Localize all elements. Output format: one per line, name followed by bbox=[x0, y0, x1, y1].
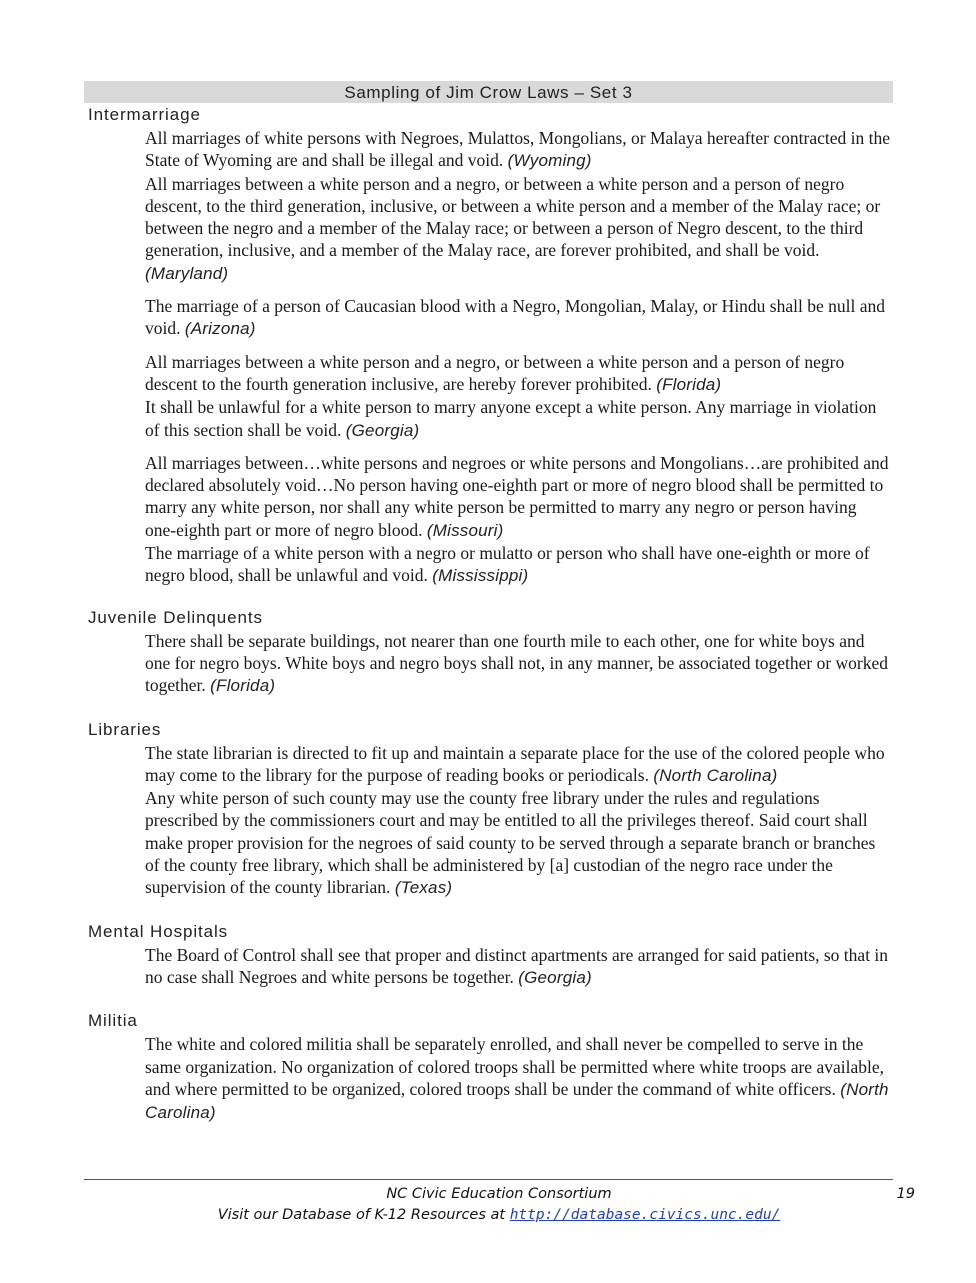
law-paragraph bbox=[145, 351, 890, 397]
law-text: All marriages of white persons with Negroes, Mulattos, Mongolians, or Malaya hereafter contracted in the State of Wyoming are and shall be illegal and void. bbox=[145, 128, 890, 171]
section-juvenile-delinquents bbox=[88, 606, 888, 698]
state-label: (Mississippi) bbox=[432, 566, 529, 586]
footer-divider bbox=[84, 1179, 893, 1180]
law-paragraph bbox=[145, 173, 890, 285]
law-text: The state librarian is directed to fit up and maintain a separate place for the use of the colored people who may come to the library for the purpose of reading books or periodicals. bbox=[145, 742, 885, 785]
page-number: 19 bbox=[896, 1186, 915, 1202]
state-label: (Georgia) bbox=[345, 420, 420, 440]
section-intermarriage bbox=[88, 103, 888, 588]
law-text: The marriage of a white person with a negro or mulatto or person who shall have one-eighth or more of negro blood, shall be unlawful and void. bbox=[145, 543, 870, 586]
law-paragraph bbox=[145, 787, 890, 899]
law-text: It shall be unlawful for a white person to marry anyone except a white person. Any marriage in violation of this section shall be void. bbox=[145, 397, 877, 440]
footer-org: NC Civic Education Consortium bbox=[386, 1186, 612, 1202]
state-label: (Arizona) bbox=[184, 319, 256, 339]
section-heading: Militia bbox=[88, 1011, 138, 1031]
page-title: Sampling of Jim Crow Laws – Set 3 bbox=[84, 81, 893, 103]
state-label: (Maryland) bbox=[145, 263, 229, 283]
law-text: All marriages between a white person and a negro, or between a white person and a person of negro descent, to the third generation, inclusive, or between a white person and a member of the Malay race; or between the negro and a member of the Malay race; or between a person of Negro descent, to the third generation, inclusive, and a member of the Malay race, are forever prohibited, and shall be void. bbox=[145, 173, 881, 261]
law-text: The Board of Control shall see that proper and distinct apartments are arranged for said patients, so that in no case shall Negroes and white persons be together. bbox=[145, 944, 889, 987]
state-label: (Florida) bbox=[210, 676, 276, 696]
law-paragraph bbox=[145, 452, 890, 542]
section-heading: Intermarriage bbox=[88, 105, 201, 124]
footer-visit-text: Visit our Database of K-12 Resources at bbox=[217, 1207, 506, 1223]
section-heading: Mental Hospitals bbox=[88, 921, 229, 941]
section-heading: Juvenile Delinquents bbox=[88, 607, 263, 627]
law-text: All marriages between…white persons and negroes or white persons and Mongolians…are prohibited and declared absolutely void…No person having one-eighth part or more of negro blood shall be permitted to marry any white person, nor shall any white person be permitted to marry any negro or person having one-eighth part or more of negro blood. bbox=[145, 452, 889, 540]
section-militia bbox=[88, 1009, 888, 1124]
state-label: (Florida) bbox=[656, 374, 722, 394]
law-paragraph bbox=[145, 127, 890, 173]
document-body bbox=[88, 103, 888, 1124]
law-text: The marriage of a person of Caucasian blood with a Negro, Mongolian, Malay, or Hindu shall be null and void. bbox=[145, 296, 885, 339]
section-mental-hospitals bbox=[88, 920, 888, 990]
state-label: (Texas) bbox=[394, 878, 453, 898]
database-link[interactable]: http://database.civics.unc.edu/ bbox=[509, 1207, 781, 1223]
law-paragraph bbox=[145, 396, 890, 442]
law-text: All marriages between a white person and a negro, or between a white person and a person of negro descent to the fourth generation inclusive, are hereby forever prohibited. bbox=[145, 351, 845, 394]
footer-visit bbox=[84, 1207, 914, 1223]
law-text: The white and colored militia shall be separately enrolled, and shall never be compelled to serve in the same organization. No organization of colored troops shall be permitted where white troops are available, and where permitted to be organized, colored troops shall be under the command of white officers. bbox=[145, 1034, 884, 1099]
law-paragraph bbox=[145, 295, 890, 341]
section-heading: Libraries bbox=[88, 719, 162, 739]
law-paragraph bbox=[145, 542, 890, 588]
state-label: (Georgia) bbox=[518, 967, 592, 987]
state-label: (Missouri) bbox=[426, 520, 504, 540]
law-paragraph bbox=[145, 742, 890, 788]
law-text: There shall be separate buildings, not nearer than one fourth mile to each other, one for white boys and one for negro boys. White boys and negro boys shall not, in any manner, be associated together or worked together. bbox=[145, 630, 889, 696]
law-paragraph bbox=[145, 1033, 890, 1124]
law-text: Any white person of such county may use the county free library under the rules and regulations prescribed by the commissioners court and may be entitled to all the privileges thereof. Said court shall make proper provision for the negroes of said county to be served through a separate branch or branches of the county free library, which shall be administered by [a] custodian of the negro race under the supervision of the county librarian. bbox=[145, 788, 876, 898]
state-label: (North Carolina) bbox=[653, 765, 778, 785]
state-label: (Wyoming) bbox=[507, 151, 592, 171]
law-paragraph bbox=[145, 630, 890, 698]
law-paragraph bbox=[145, 944, 890, 990]
section-libraries bbox=[88, 718, 888, 900]
state-label: (North Carolina) bbox=[145, 1079, 889, 1123]
